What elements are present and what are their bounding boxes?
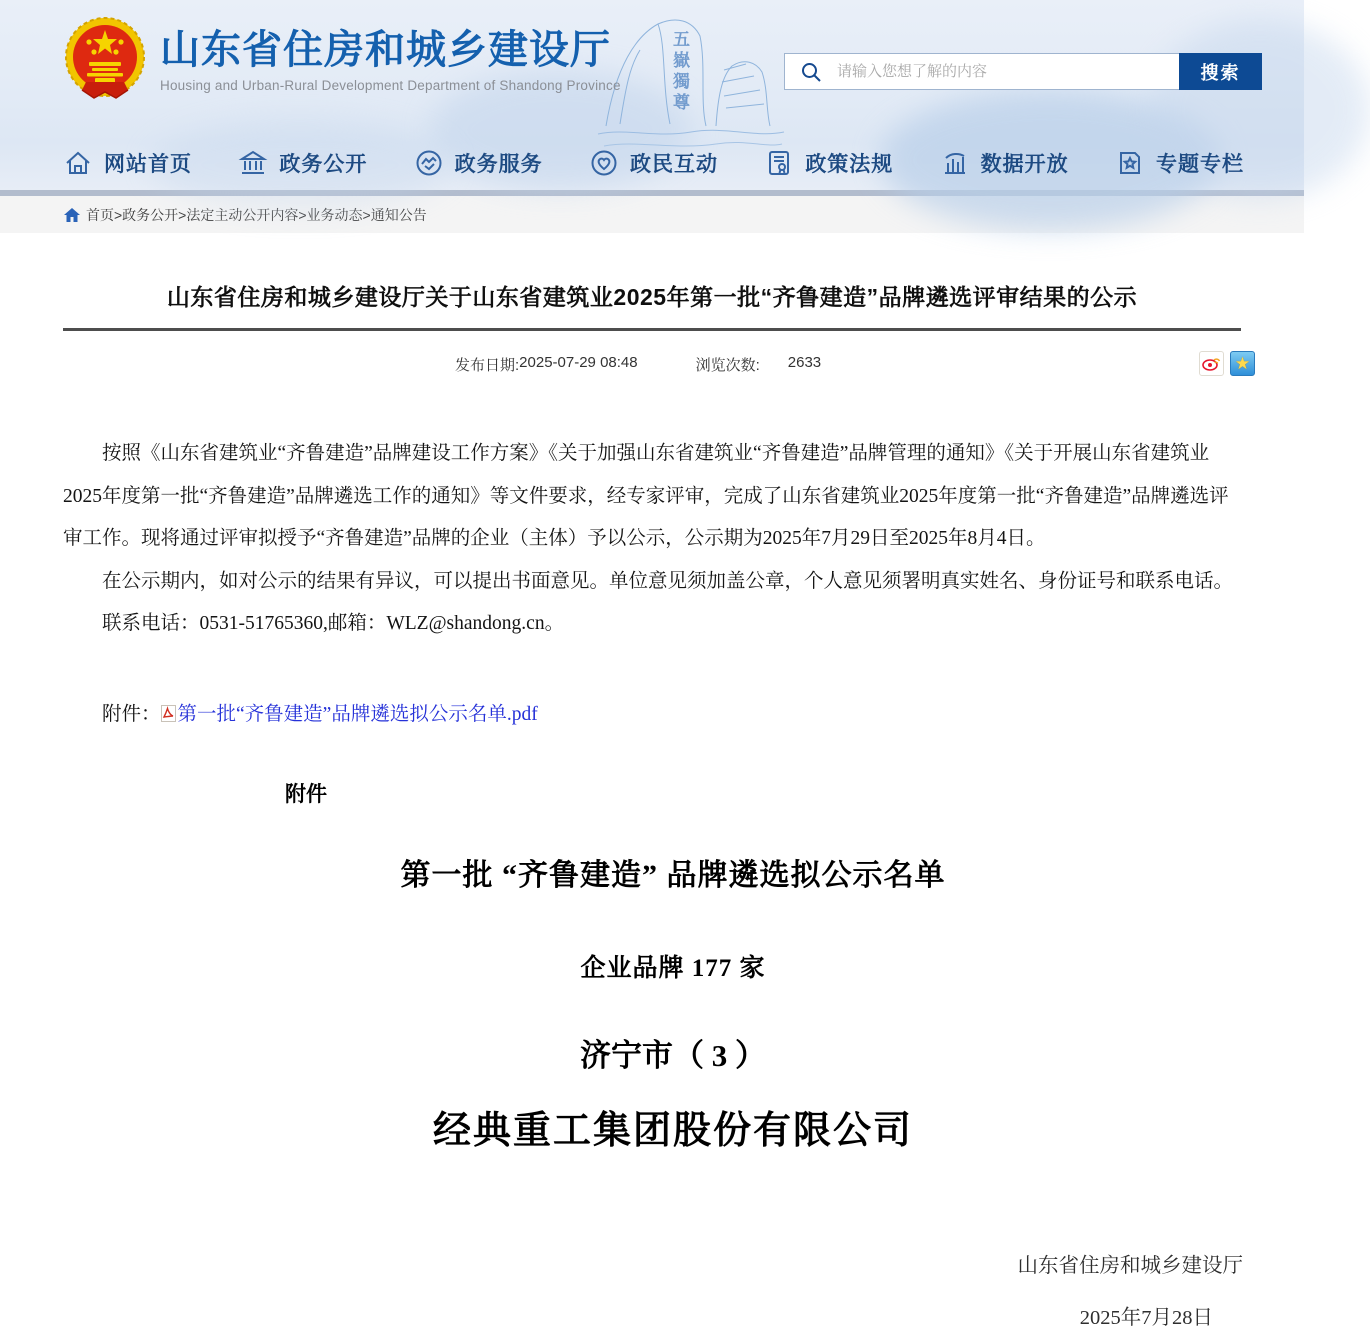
nav-label: 政务服务 [454, 153, 543, 176]
gov-open-icon [239, 149, 267, 177]
mountain-inscription: 五嶽獨尊 [670, 30, 689, 114]
nav-item-interaction[interactable] [590, 148, 718, 178]
gov-service-icon [415, 149, 443, 177]
preview-doc-title: 第一批 “齐鲁建造” 品牌遴选拟公示名单 [400, 858, 946, 892]
preview-count-line: 企业品牌 177 家 [580, 954, 766, 982]
publish-date-label: 发布日期: [455, 357, 520, 374]
attachment-link[interactable]: 第一批“齐鲁建造”品牌遴选拟公示名单.pdf [177, 703, 538, 725]
preview-city-line: 济宁市（ 3 ） [580, 1037, 766, 1073]
nav-item-policy[interactable] [765, 148, 893, 178]
title-divider [63, 328, 1241, 331]
data-open-icon [941, 149, 969, 177]
nav-label: 政务公开 [279, 153, 368, 176]
article-meta [63, 351, 1251, 377]
paragraph-3: 联系电话：0531-51765360,邮箱：WLZ@shandong.cn。 [102, 613, 565, 634]
policy-icon [765, 149, 793, 177]
nav-item-gov-service[interactable] [415, 148, 543, 178]
preview-attachment-label: 附件 [285, 781, 327, 806]
nav-label: 网站首页 [104, 153, 192, 176]
share-buttons [1199, 351, 1255, 376]
views-value: 2633 [787, 354, 822, 371]
attachment-row [63, 698, 1241, 726]
publish-date-value: 2025-07-29 08:48 [519, 354, 638, 371]
article-title: 山东省住房和城乡建设厅关于山东省建筑业2025年第一批“齐鲁建造”品牌遴选评审结果的公示 [166, 284, 1138, 310]
nav-label: 政策法规 [805, 153, 894, 176]
nav-label: 数据开放 [980, 153, 1069, 176]
pdf-preview [285, 778, 1261, 1330]
nav-item-home[interactable] [64, 148, 192, 178]
views-label: 浏览次数: [695, 357, 760, 374]
article-content [63, 279, 1251, 1330]
national-emblem-icon [64, 16, 146, 106]
article-body [63, 433, 1241, 646]
home-icon [64, 149, 92, 177]
nav-item-gov-open[interactable] [239, 148, 367, 178]
site-title: 山东省住房和城乡建设厅 [160, 28, 611, 72]
breadcrumb-path: 首页>政务公开>法定主动公开内容>业务动态>通知公告 [86, 206, 427, 223]
attachment-label: 附件： [102, 703, 161, 725]
pdf-file-icon [161, 705, 176, 722]
paragraph-1: 按照《山东省建筑业“齐鲁建造”品牌建设工作方案》《关于加强山东省建筑业“齐鲁建造”品牌管理的通知》《关于开展山东省建筑业2025年度第一批“齐鲁建造”品牌遴选工作的通知》等文件要求，经专家评审，完成了山东省建筑业2025年度第一批“齐鲁建造”品牌遴选评审工作。现将通过评审拟授予“齐鲁建造”品牌的企业（主体）予以公示，公示期为2025年7月29日至2025年8月4日。 [63, 443, 1229, 549]
main-nav [64, 148, 1244, 178]
weibo-share-icon[interactable] [1199, 351, 1224, 376]
nav-label: 政民互动 [629, 153, 718, 176]
site-header [0, 0, 1304, 190]
paragraph-2: 在公示期内，如对公示的结果有异议，可以提出书面意见。单位意见须加盖公章，个人意见须署明真实姓名、身份证号和联系电话。 [102, 570, 1234, 592]
interaction-icon [590, 149, 618, 177]
preview-company-line: 经典重工集团股份有限公司 [432, 1109, 913, 1152]
nav-item-data-open[interactable] [941, 148, 1069, 178]
special-topic-icon [1116, 149, 1144, 177]
site-search [784, 53, 1262, 90]
search-icon [785, 54, 837, 89]
search-button[interactable]: 搜索 [1179, 53, 1262, 90]
nav-item-special-topic[interactable] [1116, 148, 1244, 178]
signature-org: 山东省住房和城乡建设厅 [1017, 1254, 1243, 1277]
signature-date: 2025年7月28日 [1079, 1306, 1213, 1329]
qzone-share-icon[interactable]: ★ [1230, 351, 1255, 376]
search-input[interactable] [837, 54, 1179, 89]
home-icon [64, 208, 80, 222]
nav-label: 专题专栏 [1155, 153, 1244, 176]
site-subtitle-en: Housing and Urban-Rural Development Department of Shandong Province [160, 78, 621, 93]
